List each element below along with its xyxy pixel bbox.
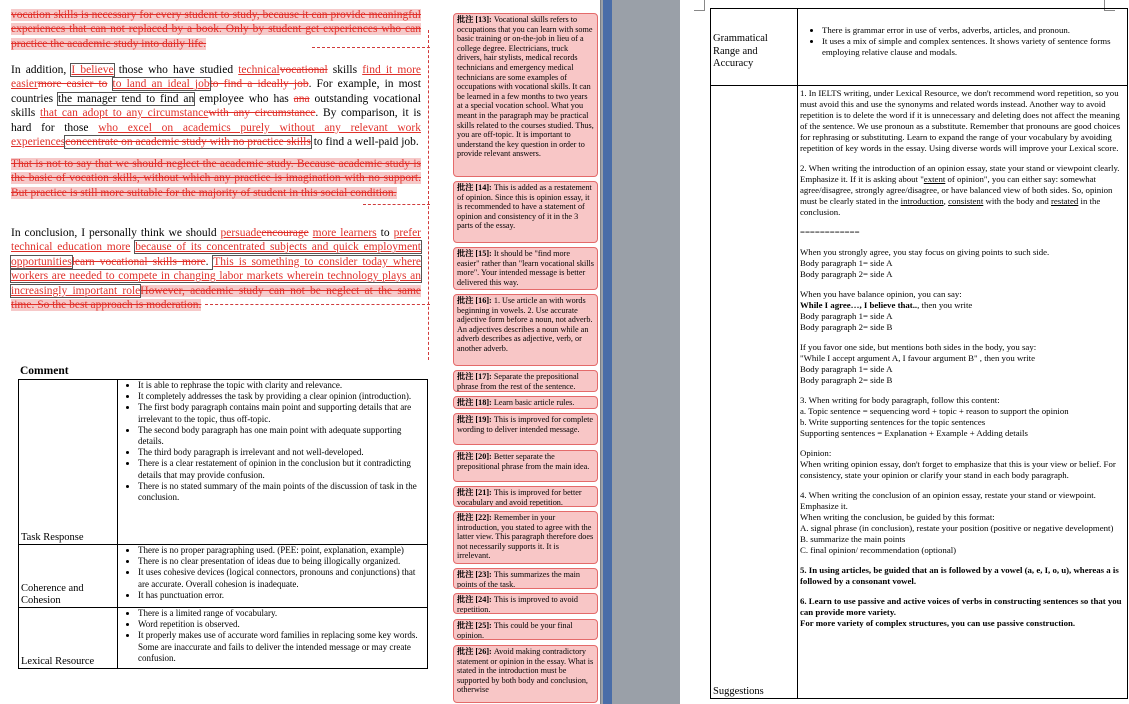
comment-text: Avoid making contradictory statement or opinion in the essay. What is stated in the introduction must be supported by both body and conclusion, otherwise: [457, 647, 594, 695]
list-item: • It uses a mix of simple and complex sentences. It shows variety of sentence forms employing relative clause and modals.: [822, 36, 1125, 58]
criterion-items: [798, 9, 1128, 86]
comment-text: Separate the prepositional phrase from the rest of the sentence.: [457, 372, 579, 391]
text: 6. Learn to use passive and active voices of verbs in constructing sentences so that you can provide more variety.: [800, 596, 1122, 617]
text: Body paragraph 2= side B: [800, 322, 893, 332]
comment-text: 1. Use article an with words beginning in vowels. 2. Use accurate adjective form before a noun, not adverb. An adjectives describes a noun while an adverb describes as adjective, verb, or another adverb.: [457, 296, 593, 353]
text: For more variety of complex structures, you can use passive construction.: [800, 618, 1076, 628]
text: Body paragraph 1= side A: [800, 258, 893, 268]
deleted-text: However, academic study can not be neglect at the same time. So the best approach is moderation.: [11, 284, 421, 312]
text: b. Write supporting sentences for the topic sentences: [800, 417, 986, 427]
page-corner-mark: [694, 0, 705, 11]
essay-paragraph-conclusion: [11, 226, 421, 312]
inserted-text: This is something to consider today where workers are needed to compete in changing labor markets wherein technology plays an increasingly important role: [11, 255, 422, 297]
table-row: [19, 380, 428, 545]
text: those who have studied: [113, 64, 239, 76]
inserted-text: because of its concentrated subjects and quick employment opportunities: [11, 241, 422, 268]
comment-tag: 批注 [14]:: [457, 183, 492, 192]
comment-table-title: Comment: [20, 365, 69, 377]
comment-tag: 批注 [22]:: [457, 513, 492, 522]
list-item: • There is no stated summary of the main points of the discussion of task in the conclusion.: [138, 481, 425, 503]
text: "While I accept argument A, I favour argument B" , then you write: [800, 353, 1036, 363]
text: 2. When writing the introduction of an opinion essay, state your stand or viewpoint clearly. Emphasize it. If it is asking about ": [800, 163, 1120, 184]
inserted-text: who excel on academics purely without any relevant work experiences: [11, 121, 421, 149]
comment-text: This is improved for complete wording to deliver intended message.: [457, 415, 593, 434]
comment-text: Vocational skills refers to occupations that you can learn with some basic training or on-the-job in lieu of a college degree. Electricians, truck drivers, hair stylists, medical records technicians and emergency medical technicians are some examples of occupations with vocational skills. It can be learned in a few months to two years at a special vocation school. What you meant in the paragraph may be practical skills related to the courses studied. Thus, you are off-topic. It is important to understand the key question in order to provide relevant answers.: [457, 15, 594, 159]
inserted-text: to land an ideal job: [112, 78, 210, 91]
comment-text: This summarizes the main points of the task.: [457, 570, 581, 589]
comment-balloon[interactable]: [453, 619, 598, 640]
comment-balloon[interactable]: [453, 247, 598, 290]
text: to: [376, 227, 394, 239]
comment-balloon[interactable]: [453, 370, 598, 392]
deleted-text: to find a ideally job: [209, 78, 309, 91]
text: If you favor one side, but mentions both sides in the body, you say:: [800, 342, 1037, 352]
deleted-text: ana: [293, 92, 310, 105]
deleted-text: encourage: [261, 227, 309, 239]
comment-balloon[interactable]: [453, 568, 598, 589]
inserted-text: persuade: [220, 227, 262, 239]
comment-tag: 批注 [13]:: [457, 15, 492, 24]
deleted-text: vocation skills is necessary for every student to study, because it can provide meaningful experiences that can not replaced by a book. Only by student get experiences who can practice the academic study into daily life.: [11, 9, 421, 50]
criterion-label: Suggestions: [711, 86, 798, 699]
text: of opinion", you can either say: somewhat agree/disagree, strongly agree/disagree, or have balanced view of both sides. So, opinion must be clearly stated in the: [800, 174, 1113, 206]
comment-tag: 批注 [17]:: [457, 372, 492, 381]
text: While I agree…, I believe that..: [800, 300, 918, 310]
comment-balloon[interactable]: [453, 486, 598, 507]
text: When you strongly agree, you stay focus on giving points to such side.: [800, 247, 1050, 257]
text: C. final opinion/ recommendation (optional): [800, 545, 957, 555]
inserted-text: more learners: [312, 227, 377, 239]
text: . For example, in most countries: [11, 78, 421, 105]
text: with the body and: [983, 196, 1051, 206]
text: 4. When writing the conclusion of an opinion essay, restate your stand or viewpoint. Emphasize it.: [800, 490, 1096, 511]
text: employee who has: [194, 92, 294, 105]
comment-tag: 批注 [21]:: [457, 488, 492, 497]
comment-tag: 批注 [25]:: [457, 621, 492, 630]
comment-balloon[interactable]: [453, 294, 598, 366]
selection-bar: [603, 0, 612, 704]
criterion-label: Task Response: [19, 380, 118, 545]
suggestion-text: [800, 490, 1125, 556]
suggestion-text: [800, 163, 1125, 218]
text: When you have balance opinion, you can say:: [800, 289, 962, 299]
suggestion-text: [800, 289, 1125, 333]
suggestion-text: 5. In using articles, be guided that an is followed by a vowel (a, e, I, o, u), whereas a is followed by a consonant vowel.: [800, 565, 1119, 586]
list-item: • The third body paragraph is irrelevant and not well-developed.: [138, 447, 425, 458]
comment-text: This is improved to avoid repetition.: [457, 595, 578, 614]
document-page-left: [0, 0, 430, 704]
inserted-text: that can adopt to any circumstance: [39, 107, 209, 120]
comment-text: Learn basic article rules.: [491, 398, 575, 407]
deleted-text: concentrate on academic study with no practice skills: [65, 136, 311, 149]
essay-paragraph-deleted-1: [11, 8, 421, 51]
deleted-text: That is not to say that we should neglect the academic study. Because academic study is the basic of vocation skills, without which any practice is imagination with no support. But practice is still more suitable for the majority of student in this social condition.: [11, 158, 421, 199]
flagged-text: the manager tend to find an: [58, 92, 195, 105]
text: Body paragraph 1= side A: [800, 311, 893, 321]
comment-text: It should be "find more easier" rather than "learn vocational skills more". Your intended message is better delivered this way.: [457, 249, 594, 287]
text: to find a well-paid job.: [310, 136, 419, 149]
comment-text: Better separate the prepositional phrase from the main idea.: [457, 452, 590, 471]
comment-balloon[interactable]: [453, 593, 598, 614]
list-item: • There is no proper paragraphing used. (PEE: point, explanation, example): [138, 545, 425, 556]
suggestion-text: [800, 247, 1125, 280]
suggestion-text: [800, 342, 1125, 386]
deleted-text: more easier to: [37, 78, 108, 91]
list-item: • It has punctuation error.: [138, 590, 425, 601]
list-item: • There is a limited range of vocabulary.: [138, 608, 425, 619]
table-row: [19, 545, 428, 608]
text: . By comparison, it is hard for those: [11, 107, 421, 134]
text: Body paragraph 2= side B: [800, 375, 893, 385]
comment-tag: 批注 [20]:: [457, 452, 492, 461]
criterion-items: [118, 608, 428, 669]
text: Body paragraph 1= side A: [800, 364, 893, 374]
list-item: • There is no clear presentation of ideas due to being illogically organized.: [138, 556, 425, 567]
table-row: [19, 608, 428, 669]
comment-text: This could be your final opinion.: [457, 621, 573, 640]
inserted-text: I believe: [71, 64, 114, 76]
text: B. summarize the main points: [800, 534, 906, 544]
comment-text: This is added as a restatement of opinion. Since this is opinion essay, it is recommended to have a statement of opinion and consistency of it in the 3 parts of the essay.: [457, 183, 592, 231]
comment-tag: 批注 [19]:: [457, 415, 492, 424]
inserted-text: find it more easier: [11, 64, 421, 91]
text: .: [205, 255, 214, 268]
text: A. signal phrase (in conclusion), restate your position (positive or negative development): [800, 523, 1114, 533]
comment-tag: 批注 [16]:: [457, 296, 492, 305]
list-item: • It is able to rephrase the topic with clarity and relevance.: [138, 380, 425, 391]
criterion-label: Coherence and Cohesion: [19, 545, 118, 608]
list-item: • The second body paragraph has one main point with adequate supporting details.: [138, 425, 425, 447]
text: Body paragraph 2= side A: [800, 269, 893, 279]
text: outstanding vocational skills: [11, 92, 421, 120]
separator-text: ============: [800, 227, 860, 237]
text: When writing the conclusion, be guided by this format:: [800, 512, 995, 522]
text: Opinion:: [800, 448, 832, 458]
suggestion-text: [800, 395, 1125, 439]
essay-paragraph-body-2: [11, 63, 421, 149]
comment-tag: 批注 [24]:: [457, 595, 492, 604]
text: [107, 78, 112, 90]
suggestion-text: [800, 596, 1125, 629]
text: restated: [1050, 196, 1079, 206]
comment-text: This is improved for better vocabulary and avoid repetition.: [457, 488, 582, 507]
text: in the conclusion.: [800, 196, 1101, 217]
suggestion-text: 1. In IELTS writing, under Lexical Resource, we don't recommend word repetition, so you must avoid this and use the synonyms and related words instead. Another way to avoid repetition is to delete the word if it is unnecessary and deleting does not affect the meaning of the sentence. We use pronoun as a substitute. Remember that pronouns are good choices for rephrasing or substituting. Learn to expand the range of your vocabulary by avoiding repetition of key words in the essay. Using diverse words will improve your Lexical score.: [800, 88, 1121, 153]
comment-balloon[interactable]: [453, 645, 598, 703]
list-item: • Word repetition is observed.: [138, 619, 425, 630]
essay-paragraph-deleted-3: [11, 157, 421, 200]
text: a. Topic sentence = sequencing word + topic + reason to support the opinion: [800, 406, 1069, 416]
list-item: • There is grammar error in use of verbs, adverbs, articles, and pronoun.: [822, 25, 1125, 36]
suggestions-cell: [798, 86, 1128, 699]
text: ,: [943, 196, 949, 206]
comment-balloon[interactable]: [453, 396, 598, 409]
criterion-label: Lexical Resource: [19, 608, 118, 669]
text: skills: [327, 64, 363, 76]
list-item: • There is a clear restatement of opinion in the conclusion but it contradicting details that may provide confusion.: [138, 458, 425, 480]
comment-text: Remember in your introduction, you stated to agree with the latter view. This paragraph therefore does not necessarily supports it. It is irrelevant.: [457, 513, 594, 561]
text: Supporting sentences = Explanation + Example + Adding details: [800, 428, 1028, 438]
comment-tag: 批注 [23]:: [457, 570, 492, 579]
deleted-text: learn vocational skills more: [71, 255, 206, 268]
comment-leader-line: [205, 304, 430, 305]
text: consistent: [948, 196, 984, 206]
list-item: • It uses cohesive devices (logical connectors, pronouns and conjunctions) that are accurate. Overall cohesion is inadequate.: [138, 567, 425, 589]
comment-tag: 批注 [26]:: [457, 647, 492, 656]
deleted-text: vocational: [279, 64, 328, 76]
inserted-text: prefer technical education more: [11, 227, 422, 254]
comment-balloon[interactable]: [453, 450, 598, 482]
comment-leader-line: [428, 30, 429, 360]
text: In conclusion, I personally think we should: [11, 227, 221, 239]
criterion-items: [118, 545, 428, 608]
criteria-table: [18, 379, 428, 669]
text: introduction: [900, 196, 944, 206]
list-item: • The first body paragraph contains main point and supporting details that are irrelevant to the topic, thus off-topic.: [138, 402, 425, 424]
text: extent: [923, 174, 946, 184]
criterion-items: [118, 380, 428, 545]
list-item: • It completely addresses the task by providing a clear opinion (introduction).: [138, 391, 425, 402]
comment-balloon[interactable]: [453, 13, 598, 177]
inserted-text: technical: [238, 64, 280, 76]
comment-balloon[interactable]: [453, 511, 598, 564]
comment-leader-line: [312, 47, 430, 48]
deleted-text: with any circumstance: [208, 107, 316, 120]
text: In addition,: [11, 64, 67, 76]
text: When writing opinion essay, don't forget to emphasize that this is your view or belief. For consistency, state your opinion or clarify your stand in each body paragraph.: [800, 459, 1116, 480]
suggestion-text: [800, 448, 1125, 481]
text: , then you write: [917, 300, 973, 310]
list-item: • It properly makes use of accurate word families in replacing some key words. Some are inaccurate and fails to deliver the intended message or may create confusion.: [138, 630, 425, 664]
criterion-label: Grammatical Range and Accuracy: [711, 9, 798, 86]
comment-balloon[interactable]: [453, 181, 598, 243]
page-gutter: [600, 0, 681, 704]
comment-leader-line: [363, 204, 430, 205]
comment-tag: 批注 [15]:: [457, 249, 492, 258]
text: 3. When writing for body paragraph, follow this content:: [800, 395, 1000, 405]
comment-balloon[interactable]: [453, 413, 598, 445]
comment-tag: 批注 [18]:: [457, 398, 492, 407]
feedback-table-continued: [710, 8, 1128, 699]
